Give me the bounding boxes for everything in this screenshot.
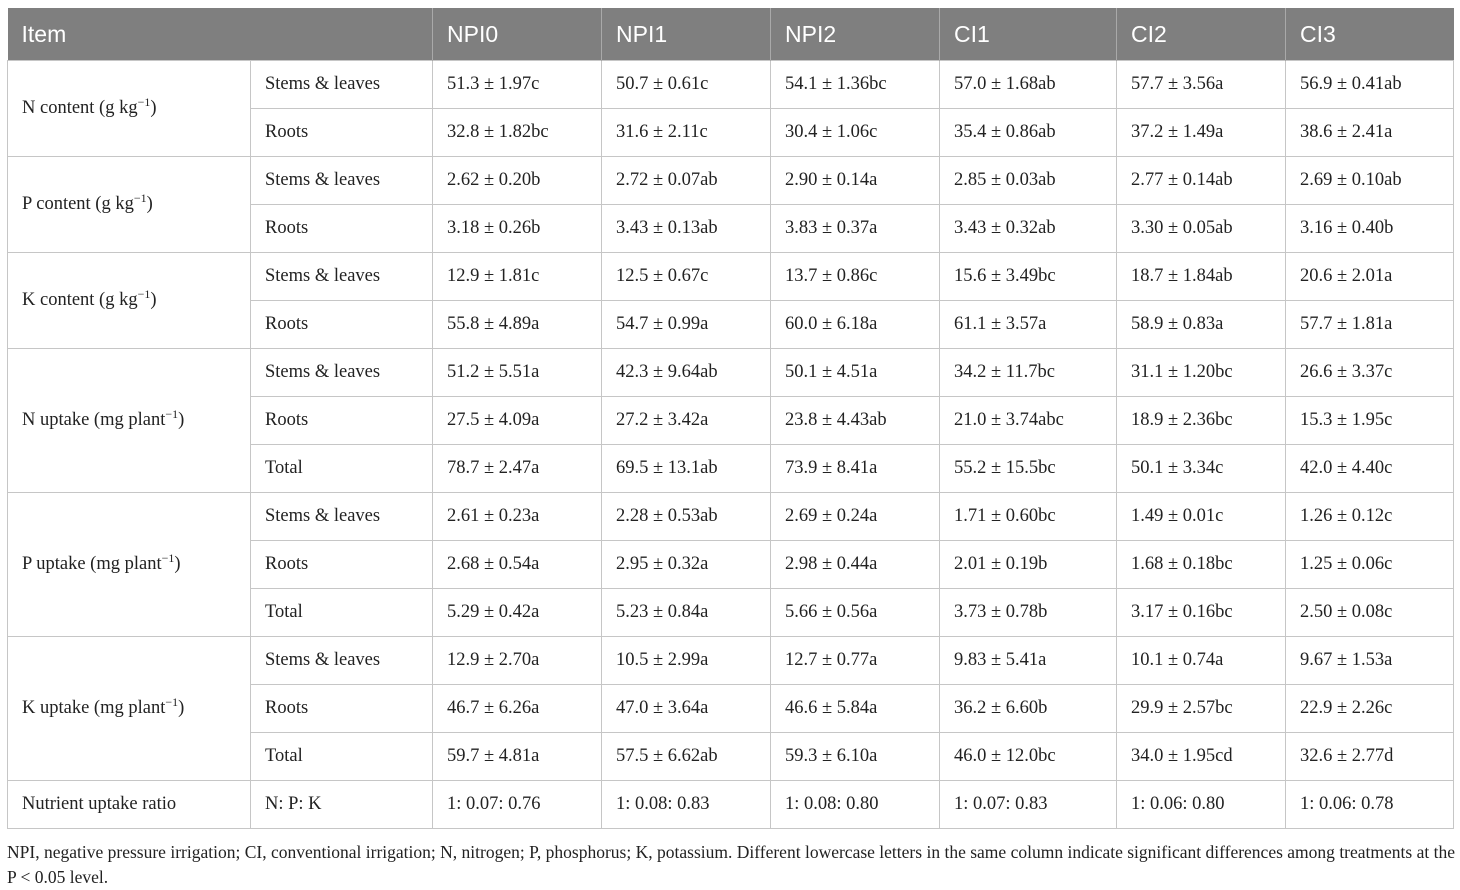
table-cell-value: 15.6 ± 3.49bc: [940, 253, 1117, 301]
row-part-label: Total: [251, 589, 433, 637]
table-cell-value: 36.2 ± 6.60b: [940, 685, 1117, 733]
table-row: [8, 157, 1454, 205]
table-row: [8, 493, 1454, 541]
table-cell-value: 3.73 ± 0.78b: [940, 589, 1117, 637]
header-item: Item: [8, 8, 433, 61]
table-cell-value: 2.28 ± 0.53ab: [602, 493, 771, 541]
row-part-label: Stems & leaves: [251, 637, 433, 685]
ratio-value: 1: 0.08: 0.83: [602, 781, 771, 829]
group-label-text: K uptake (mg plant: [22, 698, 166, 718]
header-treatment: NPI0: [433, 8, 602, 61]
table-cell-value: 46.7 ± 6.26a: [433, 685, 602, 733]
group-label-unit-exponent: −1: [133, 191, 147, 205]
table-cell-value: 50.1 ± 3.34c: [1117, 445, 1286, 493]
table-cell-value: 31.6 ± 2.11c: [602, 109, 771, 157]
table-cell-value: 2.98 ± 0.44a: [771, 541, 940, 589]
table-cell-value: 34.2 ± 11.7bc: [940, 349, 1117, 397]
table-cell-value: 5.23 ± 0.84a: [602, 589, 771, 637]
table-cell-value: 2.72 ± 0.07ab: [602, 157, 771, 205]
table-cell-value: 73.9 ± 8.41a: [771, 445, 940, 493]
table-cell-value: 21.0 ± 3.74abc: [940, 397, 1117, 445]
row-group-label: [8, 157, 251, 253]
group-label-close: ): [178, 410, 185, 430]
table-row: [8, 253, 1454, 301]
group-label-text: N content (g kg: [22, 98, 138, 118]
group-label-unit-exponent: −1: [137, 287, 151, 301]
table-cell-value: 22.9 ± 2.26c: [1286, 685, 1454, 733]
group-label-close: ): [146, 194, 153, 214]
group-label-unit-exponent: −1: [161, 551, 175, 565]
table-cell-value: 18.7 ± 1.84ab: [1117, 253, 1286, 301]
group-label-text: P content (g kg: [22, 194, 134, 214]
table-cell-value: 35.4 ± 0.86ab: [940, 109, 1117, 157]
header-treatment: CI3: [1286, 8, 1454, 61]
table-cell-value: 50.7 ± 0.61c: [602, 61, 771, 109]
table-cell-value: 59.7 ± 4.81a: [433, 733, 602, 781]
row-group-label: [8, 253, 251, 349]
table-cell-value: 46.6 ± 5.84a: [771, 685, 940, 733]
group-label-text: N uptake (mg plant: [22, 410, 166, 430]
table-cell-value: 1.26 ± 0.12c: [1286, 493, 1454, 541]
header-treatment: CI2: [1117, 8, 1286, 61]
table-cell-value: 23.8 ± 4.43ab: [771, 397, 940, 445]
table-row: [8, 637, 1454, 685]
table-cell-value: 1.25 ± 0.06c: [1286, 541, 1454, 589]
row-part-label: Stems & leaves: [251, 253, 433, 301]
table-cell-value: 42.3 ± 9.64ab: [602, 349, 771, 397]
table-cell-value: 38.6 ± 2.41a: [1286, 109, 1454, 157]
table-cell-value: 1.49 ± 0.01c: [1117, 493, 1286, 541]
row-part-label: Roots: [251, 109, 433, 157]
table-cell-value: 12.9 ± 1.81c: [433, 253, 602, 301]
table-cell-value: 37.2 ± 1.49a: [1117, 109, 1286, 157]
table-cell-value: 12.9 ± 2.70a: [433, 637, 602, 685]
row-group-label: [8, 493, 251, 637]
table-cell-value: 1.68 ± 0.18bc: [1117, 541, 1286, 589]
group-label-text: K content (g kg: [22, 290, 138, 310]
table-cell-value: 61.1 ± 3.57a: [940, 301, 1117, 349]
nutrient-table: [7, 8, 1454, 829]
table-cell-value: 54.1 ± 1.36bc: [771, 61, 940, 109]
table-cell-value: 27.5 ± 4.09a: [433, 397, 602, 445]
table-cell-value: 10.5 ± 2.99a: [602, 637, 771, 685]
table-cell-value: 20.6 ± 2.01a: [1286, 253, 1454, 301]
table-cell-value: 32.6 ± 2.77d: [1286, 733, 1454, 781]
table-cell-value: 3.43 ± 0.32ab: [940, 205, 1117, 253]
row-part-label: Stems & leaves: [251, 349, 433, 397]
group-label-close: ): [174, 554, 181, 574]
table-cell-value: 5.66 ± 0.56a: [771, 589, 940, 637]
table-cell-value: 9.83 ± 5.41a: [940, 637, 1117, 685]
table-cell-value: 2.61 ± 0.23a: [433, 493, 602, 541]
table-body: [8, 61, 1454, 829]
table-cell-value: 55.2 ± 15.5bc: [940, 445, 1117, 493]
header-treatment: NPI1: [602, 8, 771, 61]
table-cell-value: 46.0 ± 12.0bc: [940, 733, 1117, 781]
table-cell-value: 2.01 ± 0.19b: [940, 541, 1117, 589]
ratio-value: 1: 0.07: 0.76: [433, 781, 602, 829]
group-label-text: P uptake (mg plant: [22, 554, 162, 574]
ratio-row: [8, 781, 1454, 829]
row-part-label: Stems & leaves: [251, 157, 433, 205]
table-cell-value: 42.0 ± 4.40c: [1286, 445, 1454, 493]
header-treatment: NPI2: [771, 8, 940, 61]
group-label-unit-exponent: −1: [137, 95, 151, 109]
table-cell-value: 51.2 ± 5.51a: [433, 349, 602, 397]
header-row: [8, 8, 1454, 61]
table-cell-value: 56.9 ± 0.41ab: [1286, 61, 1454, 109]
table-cell-value: 3.43 ± 0.13ab: [602, 205, 771, 253]
table-cell-value: 10.1 ± 0.74a: [1117, 637, 1286, 685]
table-cell-value: 60.0 ± 6.18a: [771, 301, 940, 349]
row-part-label: Roots: [251, 541, 433, 589]
table-cell-value: 2.90 ± 0.14a: [771, 157, 940, 205]
table-cell-value: 5.29 ± 0.42a: [433, 589, 602, 637]
table-cell-value: 30.4 ± 1.06c: [771, 109, 940, 157]
table-cell-value: 15.3 ± 1.95c: [1286, 397, 1454, 445]
table-cell-value: 12.7 ± 0.77a: [771, 637, 940, 685]
group-label-unit-exponent: −1: [165, 695, 179, 709]
table-cell-value: 2.50 ± 0.08c: [1286, 589, 1454, 637]
ratio-label: Nutrient uptake ratio: [8, 781, 251, 829]
table-cell-value: 9.67 ± 1.53a: [1286, 637, 1454, 685]
group-label-unit-exponent: −1: [165, 407, 179, 421]
table-cell-value: 47.0 ± 3.64a: [602, 685, 771, 733]
table-cell-value: 3.18 ± 0.26b: [433, 205, 602, 253]
table-cell-value: 2.85 ± 0.03ab: [940, 157, 1117, 205]
table-cell-value: 2.69 ± 0.10ab: [1286, 157, 1454, 205]
table-cell-value: 29.9 ± 2.57bc: [1117, 685, 1286, 733]
header-treatment: CI1: [940, 8, 1117, 61]
table-cell-value: 27.2 ± 3.42a: [602, 397, 771, 445]
table-cell-value: 3.17 ± 0.16bc: [1117, 589, 1286, 637]
table-cell-value: 57.0 ± 1.68ab: [940, 61, 1117, 109]
table-cell-value: 50.1 ± 4.51a: [771, 349, 940, 397]
table-cell-value: 26.6 ± 3.37c: [1286, 349, 1454, 397]
ratio-part-label: N: P: K: [251, 781, 433, 829]
table-cell-value: 13.7 ± 0.86c: [771, 253, 940, 301]
table-cell-value: 2.95 ± 0.32a: [602, 541, 771, 589]
table-cell-value: 34.0 ± 1.95cd: [1117, 733, 1286, 781]
row-part-label: Roots: [251, 685, 433, 733]
group-label-close: ): [178, 698, 185, 718]
table-footnote: NPI, negative pressure irrigation; CI, conventional irrigation; N, nitrogen; P, phosphorus; K, potassium. Different lowercase letters in the same column indicate significant differences among treatments at the P < 0.05 level.: [7, 842, 1455, 887]
table-cell-value: 58.9 ± 0.83a: [1117, 301, 1286, 349]
row-group-label: [8, 637, 251, 781]
table-row: [8, 349, 1454, 397]
ratio-value: 1: 0.08: 0.80: [771, 781, 940, 829]
ratio-value: 1: 0.06: 0.78: [1286, 781, 1454, 829]
row-part-label: Stems & leaves: [251, 493, 433, 541]
table-cell-value: 3.30 ± 0.05ab: [1117, 205, 1286, 253]
table-cell-value: 1.71 ± 0.60bc: [940, 493, 1117, 541]
table-cell-value: 32.8 ± 1.82bc: [433, 109, 602, 157]
table-cell-value: 57.7 ± 1.81a: [1286, 301, 1454, 349]
row-part-label: Roots: [251, 205, 433, 253]
row-part-label: Total: [251, 445, 433, 493]
table-cell-value: 57.7 ± 3.56a: [1117, 61, 1286, 109]
ratio-value: 1: 0.07: 0.83: [940, 781, 1117, 829]
table-cell-value: 31.1 ± 1.20bc: [1117, 349, 1286, 397]
table-cell-value: 3.83 ± 0.37a: [771, 205, 940, 253]
nutrient-table-container: [7, 8, 1453, 829]
row-group-label: [8, 61, 251, 157]
table-cell-value: 12.5 ± 0.67c: [602, 253, 771, 301]
table-cell-value: 78.7 ± 2.47a: [433, 445, 602, 493]
table-cell-value: 69.5 ± 13.1ab: [602, 445, 771, 493]
ratio-value: 1: 0.06: 0.80: [1117, 781, 1286, 829]
row-part-label: Total: [251, 733, 433, 781]
table-cell-value: 2.68 ± 0.54a: [433, 541, 602, 589]
group-label-close: ): [150, 290, 157, 310]
table-cell-value: 2.77 ± 0.14ab: [1117, 157, 1286, 205]
table-cell-value: 2.62 ± 0.20b: [433, 157, 602, 205]
table-cell-value: 18.9 ± 2.36bc: [1117, 397, 1286, 445]
row-part-label: Roots: [251, 301, 433, 349]
table-cell-value: 2.69 ± 0.24a: [771, 493, 940, 541]
table-cell-value: 59.3 ± 6.10a: [771, 733, 940, 781]
table-cell-value: 3.16 ± 0.40b: [1286, 205, 1454, 253]
table-cell-value: 54.7 ± 0.99a: [602, 301, 771, 349]
table-cell-value: 55.8 ± 4.89a: [433, 301, 602, 349]
row-group-label: [8, 349, 251, 493]
table-row: [8, 61, 1454, 109]
table-cell-value: 51.3 ± 1.97c: [433, 61, 602, 109]
group-label-close: ): [150, 98, 157, 118]
row-part-label: Roots: [251, 397, 433, 445]
row-part-label: Stems & leaves: [251, 61, 433, 109]
table-cell-value: 57.5 ± 6.62ab: [602, 733, 771, 781]
